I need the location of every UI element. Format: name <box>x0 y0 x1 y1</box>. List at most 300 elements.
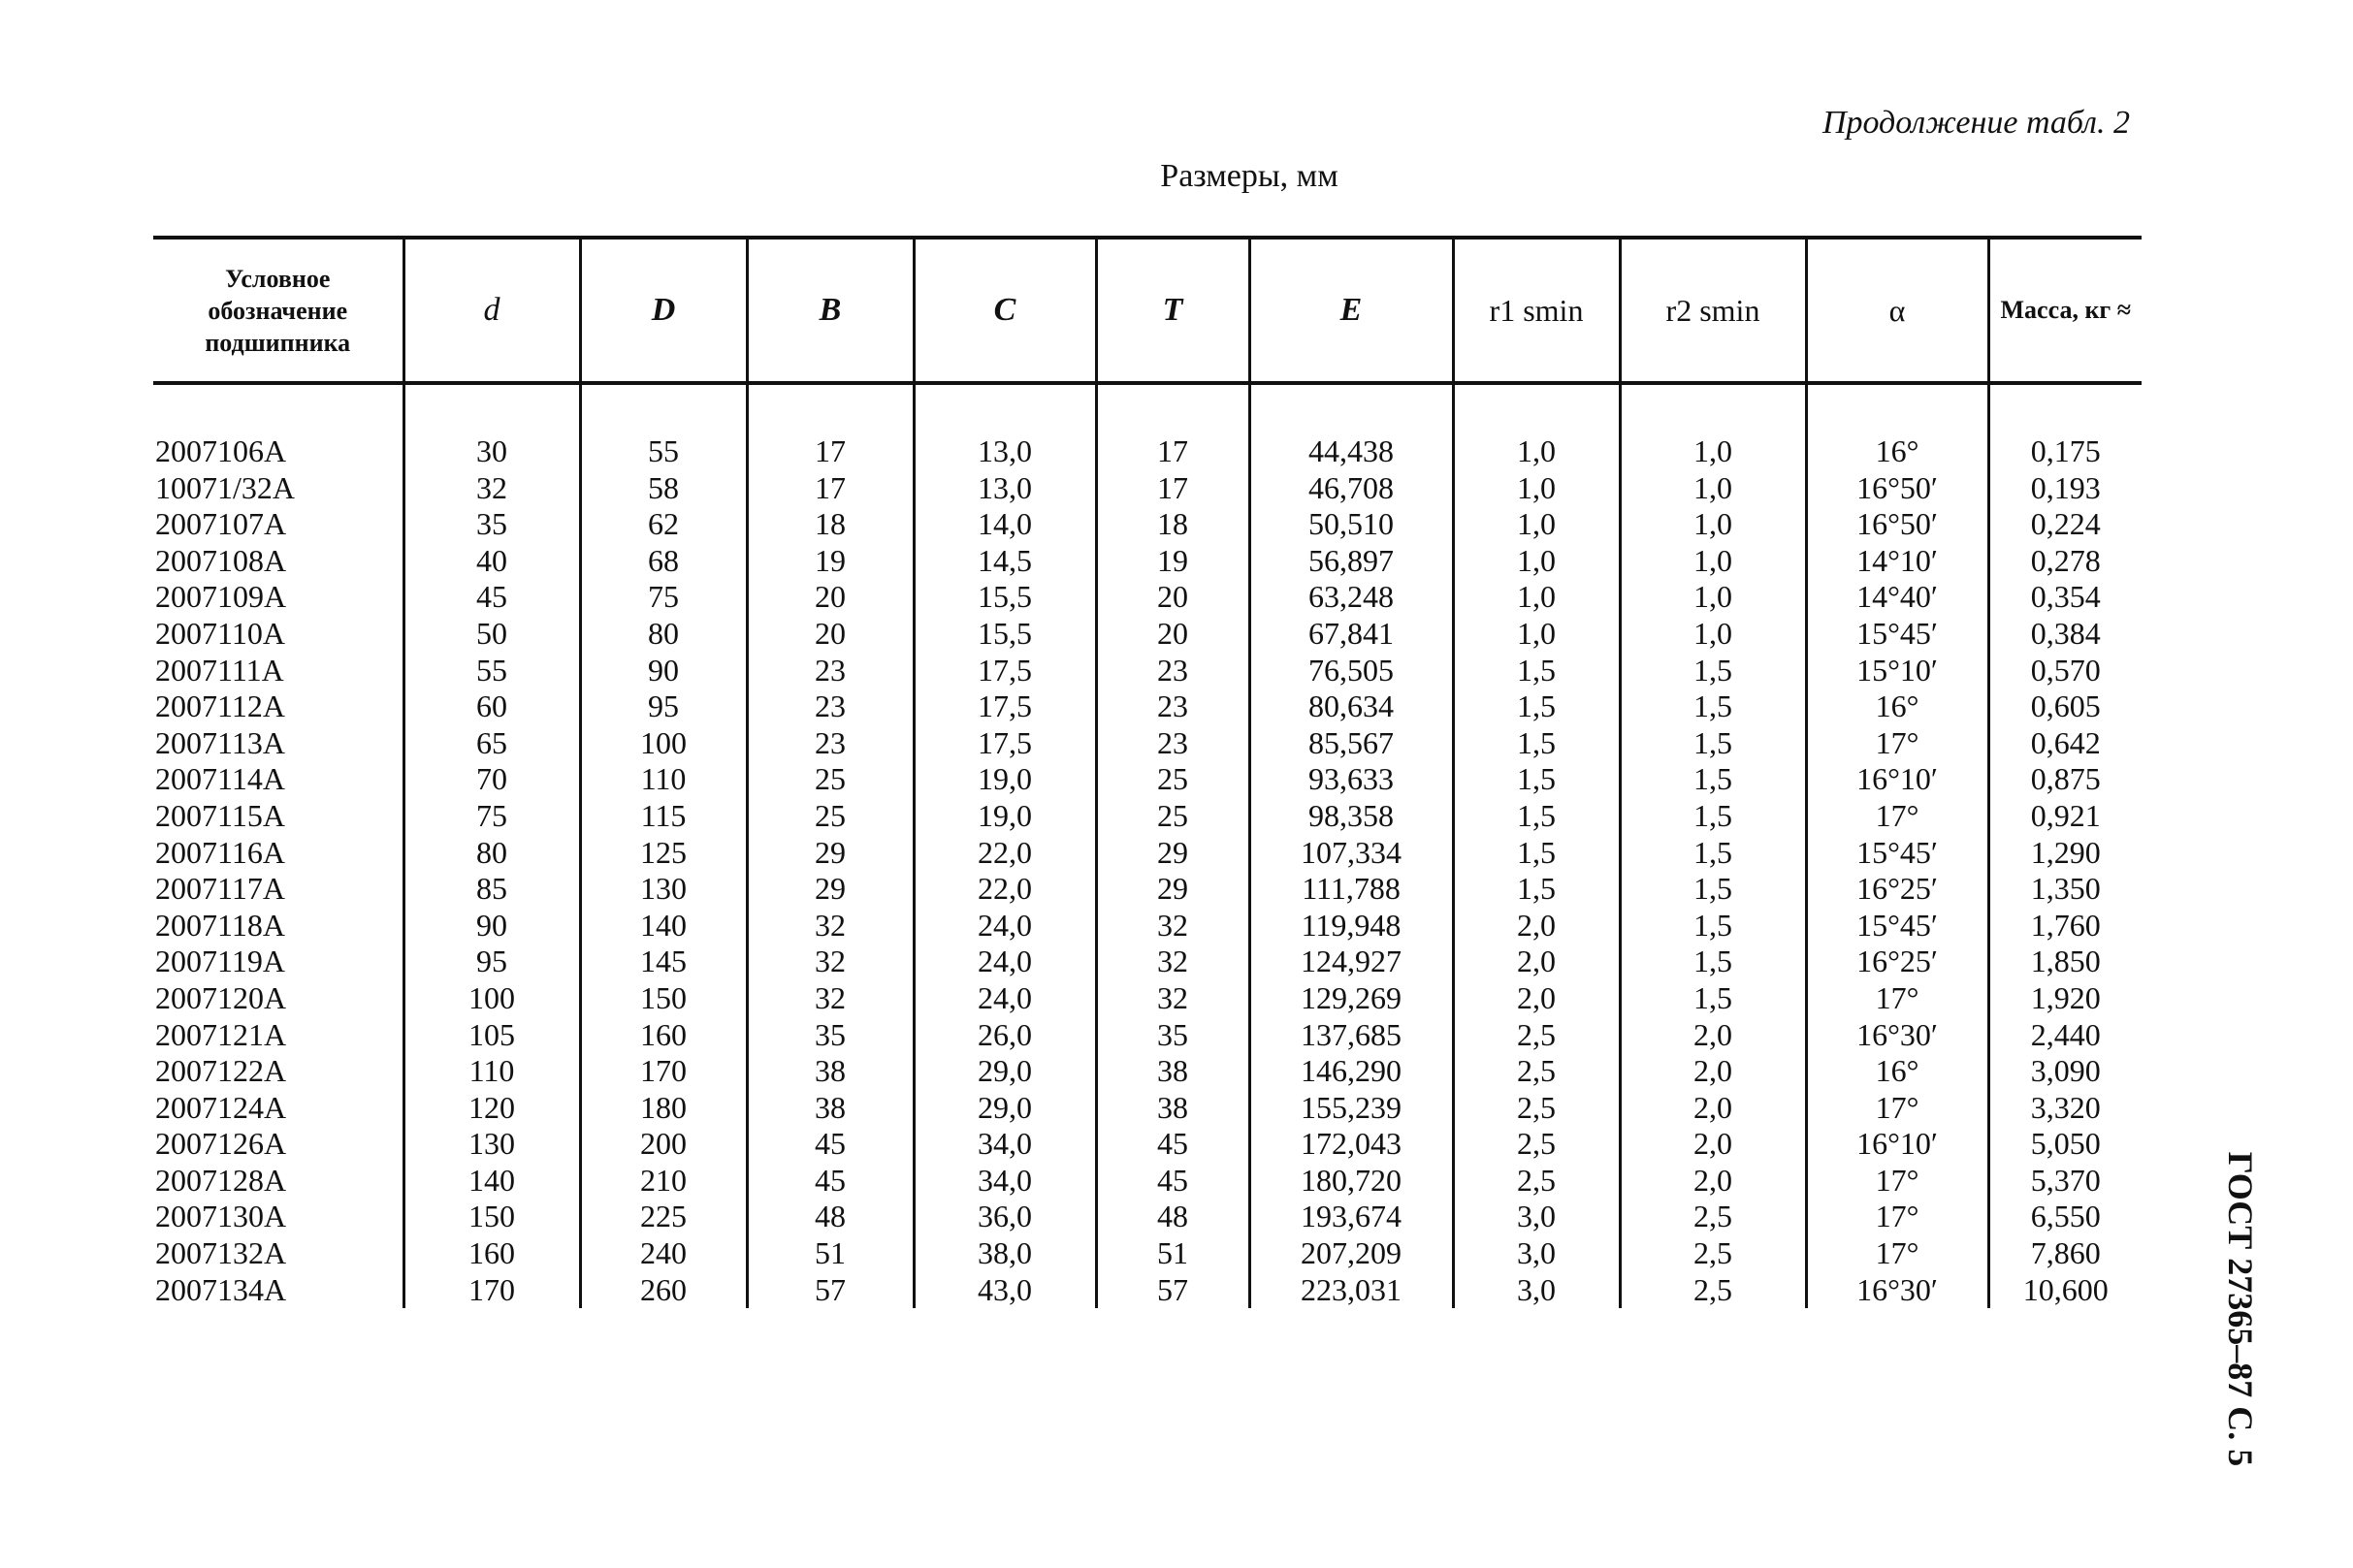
table-cell: 2,5 <box>1620 1235 1806 1272</box>
table-cell: 2007120A <box>155 979 287 1015</box>
table-cell: 2007111A <box>155 652 284 688</box>
table-cell: 19 <box>1096 543 1249 580</box>
table-cell: 150 <box>580 980 747 1017</box>
table-row <box>153 725 2142 762</box>
table-cell: 140 <box>580 908 747 944</box>
table-cell: 3,0 <box>1453 1199 1620 1235</box>
table-cell: 17° <box>1806 1235 1988 1272</box>
table-cell: 57 <box>1096 1272 1249 1309</box>
table-cell: 1,350 <box>1988 871 2142 908</box>
table-cell: 20 <box>1096 616 1249 653</box>
table-cell: 90 <box>403 908 580 944</box>
table-cell: 2007108A <box>155 542 287 578</box>
table-cell: 50 <box>403 616 580 653</box>
table-row <box>153 1053 2142 1090</box>
table-cell: 125 <box>580 835 747 872</box>
table-cell: 17° <box>1806 1199 1988 1235</box>
table-cell: 2,5 <box>1620 1272 1806 1309</box>
table-cell: 16°10′ <box>1806 761 1988 798</box>
table-spacer-row <box>153 383 2142 433</box>
table-cell: 1,0 <box>1620 579 1806 616</box>
table-cell: 35 <box>747 1017 914 1054</box>
table-cell: 170 <box>580 1053 747 1090</box>
table-cell: 2007114A <box>155 761 285 797</box>
table-cell: 180 <box>580 1090 747 1127</box>
table-cell: 124,927 <box>1249 944 1453 980</box>
table-cell: 2,0 <box>1620 1090 1806 1127</box>
table-cell: 30 <box>403 433 580 470</box>
table-cell: 23 <box>747 653 914 689</box>
table-cell: 3,0 <box>1453 1235 1620 1272</box>
header-C: C <box>914 238 1096 383</box>
table-cell: 100 <box>403 980 580 1017</box>
table-cell: 193,674 <box>1249 1199 1453 1235</box>
table-cell: 20 <box>747 579 914 616</box>
table-cell: 20 <box>1096 579 1249 616</box>
table-cell: 1,5 <box>1453 798 1620 835</box>
table-cell: 36,0 <box>914 1199 1096 1235</box>
table-cell: 140 <box>403 1163 580 1200</box>
table-cell: 93,633 <box>1249 761 1453 798</box>
table-cell: 17,5 <box>914 688 1096 725</box>
table-cell: 1,5 <box>1620 944 1806 980</box>
table-cell: 130 <box>580 871 747 908</box>
table-cell: 38 <box>747 1090 914 1127</box>
table-cell: 29,0 <box>914 1090 1096 1127</box>
table-cell: 0,642 <box>1988 725 2142 762</box>
table-cell: 25 <box>1096 798 1249 835</box>
table-cell: 110 <box>580 761 747 798</box>
table-cell: 58 <box>580 470 747 507</box>
header-B: B <box>747 238 914 383</box>
table-row <box>153 433 2142 470</box>
table-cell: 1,0 <box>1453 543 1620 580</box>
table-cell: 13,0 <box>914 470 1096 507</box>
table-cell: 130 <box>403 1126 580 1163</box>
table-cell: 51 <box>1096 1235 1249 1272</box>
table-cell: 1,5 <box>1620 653 1806 689</box>
table-cell: 16° <box>1806 433 1988 470</box>
table-cell: 15°45′ <box>1806 908 1988 944</box>
table-cell: 1,0 <box>1620 543 1806 580</box>
table-cell: 2007121A <box>155 1016 287 1052</box>
table-cell: 19 <box>747 543 914 580</box>
table-cell: 1,5 <box>1453 871 1620 908</box>
table-cell: 80,634 <box>1249 688 1453 725</box>
table-cell: 1,5 <box>1620 980 1806 1017</box>
table-cell: 23 <box>747 725 914 762</box>
table-cell: 38 <box>747 1053 914 1090</box>
table-cell: 180,720 <box>1249 1163 1453 1200</box>
table-cell: 2,5 <box>1620 1199 1806 1235</box>
table-cell: 1,850 <box>1988 944 2142 980</box>
table-cell: 24,0 <box>914 908 1096 944</box>
table-cell: 95 <box>403 944 580 980</box>
table-cell: 1,5 <box>1620 688 1806 725</box>
table-cell: 2,0 <box>1620 1126 1806 1163</box>
table-row <box>153 798 2142 835</box>
table-cell: 14,5 <box>914 543 1096 580</box>
table-cell: 22,0 <box>914 871 1096 908</box>
table-body <box>153 383 2142 1308</box>
table-cell: 56,897 <box>1249 543 1453 580</box>
table-cell: 0,278 <box>1988 543 2142 580</box>
table-cell: 29 <box>1096 835 1249 872</box>
table-cell: 38 <box>1096 1053 1249 1090</box>
table-cell: 32 <box>747 980 914 1017</box>
table-cell: 2007109A <box>155 579 287 615</box>
table-cell: 45 <box>1096 1163 1249 1200</box>
table-cell: 160 <box>403 1235 580 1272</box>
table-cell: 1,5 <box>1453 725 1620 762</box>
table-row <box>153 980 2142 1017</box>
table-row <box>153 761 2142 798</box>
dimensions-caption: Размеры, мм <box>1160 158 1338 194</box>
table-cell: 62 <box>580 506 747 543</box>
table-cell: 2007128A <box>155 1162 287 1198</box>
table-row <box>153 653 2142 689</box>
table-cell: 23 <box>1096 688 1249 725</box>
table-cell: 1,5 <box>1453 761 1620 798</box>
table-row <box>153 470 2142 507</box>
table-cell: 17° <box>1806 980 1988 1017</box>
table-cell: 95 <box>580 688 747 725</box>
table-cell: 0,921 <box>1988 798 2142 835</box>
table-row <box>153 1163 2142 1200</box>
table-cell: 40 <box>403 543 580 580</box>
table-cell: 1,5 <box>1620 908 1806 944</box>
table-cell: 57 <box>747 1272 914 1309</box>
table-cell: 3,320 <box>1988 1090 2142 1127</box>
table-cell: 48 <box>747 1199 914 1235</box>
table-cell: 225 <box>580 1199 747 1235</box>
table-cell: 85,567 <box>1249 725 1453 762</box>
table-cell: 1,5 <box>1620 835 1806 872</box>
table-cell: 260 <box>580 1272 747 1309</box>
header-D: D <box>580 238 747 383</box>
table-cell: 207,209 <box>1249 1235 1453 1272</box>
table-cell: 48 <box>1096 1199 1249 1235</box>
table-cell: 25 <box>1096 761 1249 798</box>
table-cell: 17° <box>1806 1090 1988 1127</box>
table-cell: 32 <box>747 908 914 944</box>
table-row <box>153 1199 2142 1235</box>
table-cell: 200 <box>580 1126 747 1163</box>
table-cell: 2007119A <box>155 944 285 979</box>
table-cell: 160 <box>580 1017 747 1054</box>
table-cell: 32 <box>403 470 580 507</box>
header-r1smin: r1 smin <box>1453 238 1620 383</box>
table-cell: 75 <box>580 579 747 616</box>
table-cell: 120 <box>403 1090 580 1127</box>
table-cell: 17 <box>1096 470 1249 507</box>
table-cell: 17° <box>1806 798 1988 835</box>
table-row <box>153 579 2142 616</box>
table-cell: 15°10′ <box>1806 653 1988 689</box>
table-cell: 67,841 <box>1249 616 1453 653</box>
table-cell: 1,5 <box>1620 871 1806 908</box>
table-cell: 24,0 <box>914 944 1096 980</box>
table-cell: 60 <box>403 688 580 725</box>
table-cell: 1,0 <box>1620 506 1806 543</box>
table-cell: 170 <box>403 1272 580 1309</box>
table-cell: 110 <box>403 1053 580 1090</box>
table-row <box>153 1272 2142 1309</box>
table-cell: 2007126A <box>155 1126 287 1162</box>
table-cell: 15°45′ <box>1806 616 1988 653</box>
table-cell: 35 <box>403 506 580 543</box>
table-cell: 80 <box>580 616 747 653</box>
table-cell: 146,290 <box>1249 1053 1453 1090</box>
table-cell: 2007130A <box>155 1199 287 1234</box>
table-cell: 13,0 <box>914 433 1096 470</box>
table-cell: 17 <box>747 433 914 470</box>
table-cell: 17,5 <box>914 653 1096 689</box>
header-mass: Масса, кг ≈ <box>1988 238 2142 383</box>
table-cell: 210 <box>580 1163 747 1200</box>
table-row <box>153 616 2142 653</box>
table-row <box>153 688 2142 725</box>
table-cell: 0,384 <box>1988 616 2142 653</box>
table-cell: 100 <box>580 725 747 762</box>
table-cell: 2007115A <box>155 797 285 833</box>
table-row <box>153 871 2142 908</box>
table-row <box>153 506 2142 543</box>
table-cell: 45 <box>747 1163 914 1200</box>
table-cell: 16°10′ <box>1806 1126 1988 1163</box>
table-row <box>153 1017 2142 1054</box>
table-cell: 1,5 <box>1620 761 1806 798</box>
table-cell: 16°50′ <box>1806 506 1988 543</box>
table-cell: 240 <box>580 1235 747 1272</box>
table-cell: 51 <box>747 1235 914 1272</box>
table-cell: 107,334 <box>1249 835 1453 872</box>
table-cell: 38 <box>1096 1090 1249 1127</box>
table-cell: 3,090 <box>1988 1053 2142 1090</box>
table-row <box>153 543 2142 580</box>
table-cell: 2007132A <box>155 1235 287 1271</box>
table-cell: 2007122A <box>155 1053 287 1089</box>
table-cell: 0,175 <box>1988 433 2142 470</box>
table-cell: 5,050 <box>1988 1126 2142 1163</box>
table-cell: 2,5 <box>1453 1090 1620 1127</box>
table-cell: 23 <box>747 688 914 725</box>
table-cell: 111,788 <box>1249 871 1453 908</box>
table-cell: 55 <box>580 433 747 470</box>
table-cell: 16° <box>1806 1053 1988 1090</box>
table-cell: 1,0 <box>1453 616 1620 653</box>
table-cell: 10,600 <box>1988 1272 2142 1309</box>
table-cell: 32 <box>747 944 914 980</box>
table-cell: 2007116A <box>155 834 285 870</box>
table-cell: 1,920 <box>1988 980 2142 1017</box>
table-cell: 38,0 <box>914 1235 1096 1272</box>
header-E: E <box>1249 238 1453 383</box>
table-cell: 32 <box>1096 944 1249 980</box>
table-cell: 65 <box>403 725 580 762</box>
table-cell: 1,0 <box>1453 506 1620 543</box>
table-cell: 2,5 <box>1453 1053 1620 1090</box>
table-cell: 68 <box>580 543 747 580</box>
table-cell: 15,5 <box>914 579 1096 616</box>
table-cell: 115 <box>580 798 747 835</box>
table-cell: 25 <box>747 761 914 798</box>
table-cell: 119,948 <box>1249 908 1453 944</box>
table-cell: 26,0 <box>914 1017 1096 1054</box>
table-cell: 1,0 <box>1620 616 1806 653</box>
table-row <box>153 1235 2142 1272</box>
table-cell: 45 <box>1096 1126 1249 1163</box>
table-continuation-label: Продолжение табл. 2 <box>1821 105 2130 141</box>
table-cell: 16°30′ <box>1806 1017 1988 1054</box>
table-cell: 90 <box>580 653 747 689</box>
table-cell: 44,438 <box>1249 433 1453 470</box>
table-cell: 223,031 <box>1249 1272 1453 1309</box>
table-cell: 98,358 <box>1249 798 1453 835</box>
side-standard-text: ГОСТ 27365–87 С. 5 <box>2221 1151 2260 1467</box>
table-cell: 137,685 <box>1249 1017 1453 1054</box>
table-cell: 0,354 <box>1988 579 2142 616</box>
table-cell: 19,0 <box>914 798 1096 835</box>
table-cell: 2,0 <box>1453 908 1620 944</box>
table-cell: 29,0 <box>914 1053 1096 1090</box>
table-cell: 17 <box>1096 433 1249 470</box>
table-cell: 45 <box>747 1126 914 1163</box>
table-cell: 63,248 <box>1249 579 1453 616</box>
table-cell: 129,269 <box>1249 980 1453 1017</box>
table-cell: 1,5 <box>1620 725 1806 762</box>
table-cell: 1,0 <box>1453 433 1620 470</box>
table-cell: 17 <box>747 470 914 507</box>
table-cell: 23 <box>1096 653 1249 689</box>
header-T: T <box>1096 238 1249 383</box>
table-cell: 46,708 <box>1249 470 1453 507</box>
table-cell: 17° <box>1806 725 1988 762</box>
bearing-dimensions-table <box>153 236 2142 1308</box>
table-cell: 2007107A <box>155 506 287 542</box>
table-row <box>153 1126 2142 1163</box>
table-cell: 105 <box>403 1017 580 1054</box>
table-cell: 50,510 <box>1249 506 1453 543</box>
table-cell: 2007134A <box>155 1271 287 1307</box>
table-cell: 29 <box>747 871 914 908</box>
table-row <box>153 908 2142 944</box>
table-cell: 1,5 <box>1453 653 1620 689</box>
table-cell: 2007106A <box>155 433 287 468</box>
table-row <box>153 1090 2142 1127</box>
table-cell: 3,0 <box>1453 1272 1620 1309</box>
table-cell: 34,0 <box>914 1126 1096 1163</box>
table-cell: 2,5 <box>1453 1017 1620 1054</box>
table-cell: 32 <box>1096 980 1249 1017</box>
table-cell: 17° <box>1806 1163 1988 1200</box>
table-cell: 25 <box>747 798 914 835</box>
table-cell: 15,5 <box>914 616 1096 653</box>
header-d: d <box>403 238 580 383</box>
table-cell: 7,860 <box>1988 1235 2142 1272</box>
table-cell: 24,0 <box>914 980 1096 1017</box>
table-cell: 1,5 <box>1453 835 1620 872</box>
header-r2smin: r2 smin <box>1620 238 1806 383</box>
table-cell: 85 <box>403 871 580 908</box>
table-cell: 16°25′ <box>1806 944 1988 980</box>
table-cell: 2,0 <box>1620 1053 1806 1090</box>
table-cell: 29 <box>1096 871 1249 908</box>
table-cell: 2,0 <box>1453 980 1620 1017</box>
table-cell: 0,570 <box>1988 653 2142 689</box>
table-cell: 43,0 <box>914 1272 1096 1309</box>
table-cell: 18 <box>747 506 914 543</box>
side-standard-label <box>2202 1135 2279 1484</box>
table-cell: 14°40′ <box>1806 579 1988 616</box>
table-cell: 2007118A <box>155 907 285 943</box>
table-cell: 18 <box>1096 506 1249 543</box>
table-cell: 2007112A <box>155 688 285 724</box>
table-cell: 1,0 <box>1453 579 1620 616</box>
table-cell: 1,0 <box>1620 470 1806 507</box>
table-cell: 1,0 <box>1453 470 1620 507</box>
table-cell: 2007110A <box>155 615 285 651</box>
table-cell: 14°10′ <box>1806 543 1988 580</box>
table-cell: 17,5 <box>914 725 1096 762</box>
table-cell: 145 <box>580 944 747 980</box>
table-cell: 76,505 <box>1249 653 1453 689</box>
table-cell: 70 <box>403 761 580 798</box>
table-cell: 1,5 <box>1453 688 1620 725</box>
table-cell: 172,043 <box>1249 1126 1453 1163</box>
table-cell: 16°25′ <box>1806 871 1988 908</box>
table-cell: 0,193 <box>1988 470 2142 507</box>
table-cell: 14,0 <box>914 506 1096 543</box>
table-cell: 75 <box>403 798 580 835</box>
table-cell: 2,0 <box>1453 944 1620 980</box>
table-cell: 80 <box>403 835 580 872</box>
table-cell: 155,239 <box>1249 1090 1453 1127</box>
table-cell: 0,605 <box>1988 688 2142 725</box>
table-cell: 2,5 <box>1453 1163 1620 1200</box>
table-cell: 16°50′ <box>1806 470 1988 507</box>
table-cell: 6,550 <box>1988 1199 2142 1235</box>
table-cell: 45 <box>403 579 580 616</box>
table-cell: 2007113A <box>155 724 285 760</box>
table-cell: 19,0 <box>914 761 1096 798</box>
table-cell: 20 <box>747 616 914 653</box>
table-cell: 1,290 <box>1988 835 2142 872</box>
table-cell: 2,0 <box>1620 1017 1806 1054</box>
header-alpha: α <box>1806 238 1988 383</box>
table-cell: 23 <box>1096 725 1249 762</box>
table-cell: 5,370 <box>1988 1163 2142 1200</box>
table-cell: 0,875 <box>1988 761 2142 798</box>
table-cell: 34,0 <box>914 1163 1096 1200</box>
table-cell: 2007124A <box>155 1089 287 1125</box>
table-row <box>153 944 2142 980</box>
table-cell: 2,0 <box>1620 1163 1806 1200</box>
table-cell: 16°30′ <box>1806 1272 1988 1309</box>
table-cell: 0,224 <box>1988 506 2142 543</box>
table-cell: 16° <box>1806 688 1988 725</box>
table-cell: 29 <box>747 835 914 872</box>
table-cell: 22,0 <box>914 835 1096 872</box>
table-cell: 2,440 <box>1988 1017 2142 1054</box>
table-header-row <box>153 238 2142 383</box>
table-cell: 10071/32A <box>155 469 295 505</box>
table-cell: 15°45′ <box>1806 835 1988 872</box>
table-cell: 1,760 <box>1988 908 2142 944</box>
table-cell: 35 <box>1096 1017 1249 1054</box>
header-designation: Условное обозначение подшипника <box>153 238 403 383</box>
table-cell: 55 <box>403 653 580 689</box>
